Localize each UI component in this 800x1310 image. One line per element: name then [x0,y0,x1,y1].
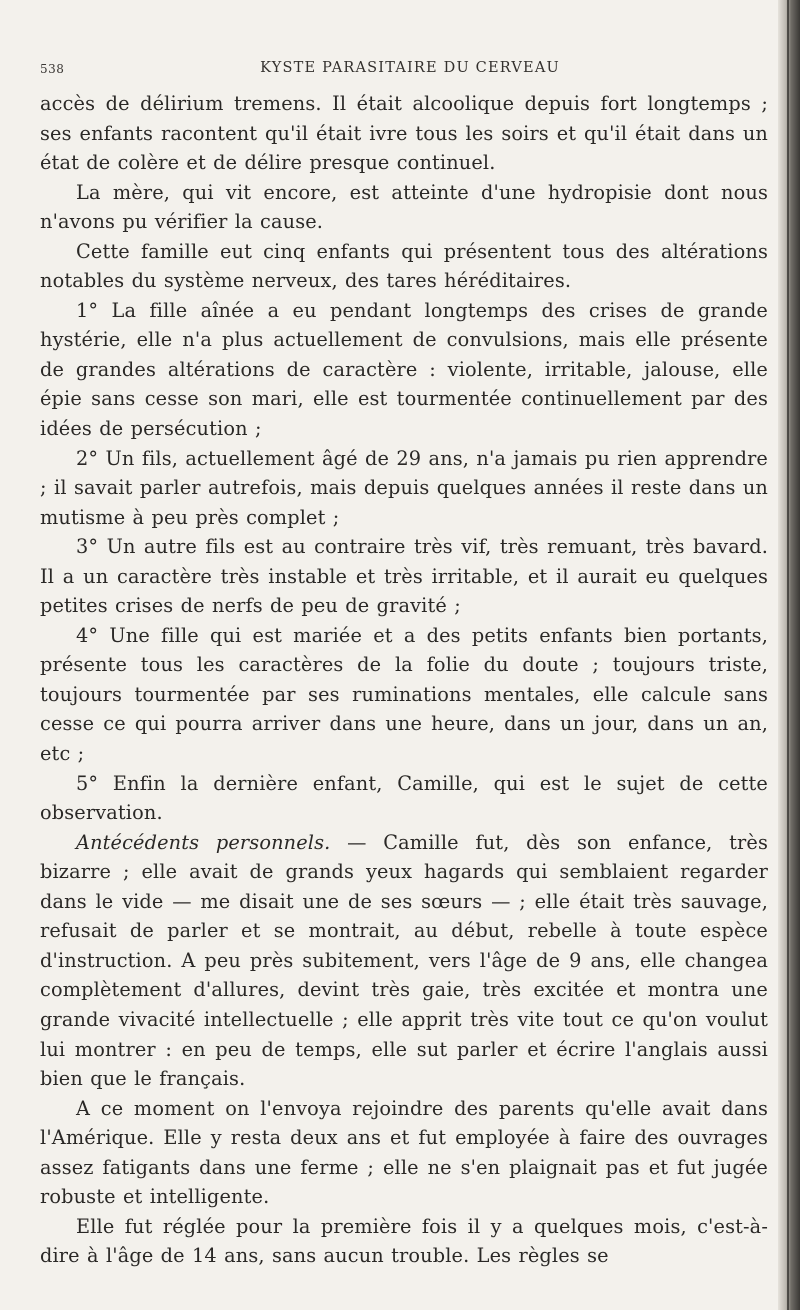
paragraph-child-5: 5° Enfin la dernière enfant, Camille, qui est le sujet de cette observation. [40,771,768,825]
paragraph-mother: La mère, qui vit encore, est atteinte d'une hydropisie dont nous n'avons pu vérifier la cause. [40,180,768,234]
page-number: 538 [40,62,65,76]
gutter-shadow-line [787,0,789,1310]
paragraph-child-2: 2° Un fils, actuellement âgé de 29 ans, n'a jamais pu rien apprendre ; il savait parler autrefois, mais depuis quelques années il reste dans un mutisme à peu près complet ; [40,446,768,529]
paragraph-america: A ce moment on l'envoya rejoindre des parents qu'elle avait dans l'Amérique. Elle y resta deux ans et fut employée à faire des ouvrages assez fatigants dans une ferme ; elle ne s'en plaignait pas et fut jugée robuste et intelligente. [40,1096,768,1209]
book-gutter-edge [778,0,800,1310]
paragraph-child-4: 4° Une fille qui est mariée et a des petits enfants bien portants, présente tous les caractères de la folie du doute ; toujours triste, toujours tourmentée par ses ruminations mentales, elle calcule sans cesse ce qui pourra arriver dans une heure, dans un jour, dans un an, etc ; [40,623,768,766]
paragraph-delirium: accès de délirium tremens. Il était alcoolique depuis fort longtemps ; ses enfants racontent qu'il était ivre tous les soirs et qu'il était dans un état de colère et de délire presque continuel. [40,92,768,175]
paragraph-antecedents [40,828,768,1094]
paragraph-menses: Elle fut réglée pour la première fois il y a quelques mois, c'est-à-dire à l'âge de 14 ans, sans aucun trouble. Les règles se [40,1214,768,1268]
body-text [40,89,768,1271]
antecedents-text: — Camille fut, dès son enfance, très bizarre ; elle avait de grands yeux hagards qui semblaient regarder dans le vide — me disait une de ses sœurs — ; elle était très sauvage, refusait de parler et se montrait, au début, rebelle à toute espèce d'instruction. A peu près subitement, vers l'âge de 9 ans, elle changea complètement d'allures, devint très gaie, très excitée et montra une grande vivacité intellectuelle ; elle apprit très vite tout ce qu'on voulut lui montrer : en peu de temps, elle sut parler et écrire l'anglais aussi bien que le français. [40,830,768,1091]
antecedents-label: Antécédents personnels. [76,830,331,854]
paragraph-child-3: 3° Un autre fils est au contraire très vif, très remuant, très bavard. Il a un caractère très instable et très irritable, et il aurait eu quelques petites crises de nerfs de peu de gravité ; [40,535,768,618]
running-title: KYSTE PARASITAIRE DU CERVEAU [260,60,560,76]
paragraph-child-1: 1° La fille aînée a eu pendant longtemps des crises de grande hystérie, elle n'a plus actuellement de convulsions, mais elle présente de grandes altérations de caractère : violente, irritable, jalouse, elle épie sans cesse son mari, elle est tourmentée continuellement par des idées de persécution ; [40,298,768,441]
page-header [40,58,770,82]
paragraph-family: Cette famille eut cinq enfants qui présentent tous des altérations notables du système nerveux, des tares héréditaires. [40,239,768,293]
